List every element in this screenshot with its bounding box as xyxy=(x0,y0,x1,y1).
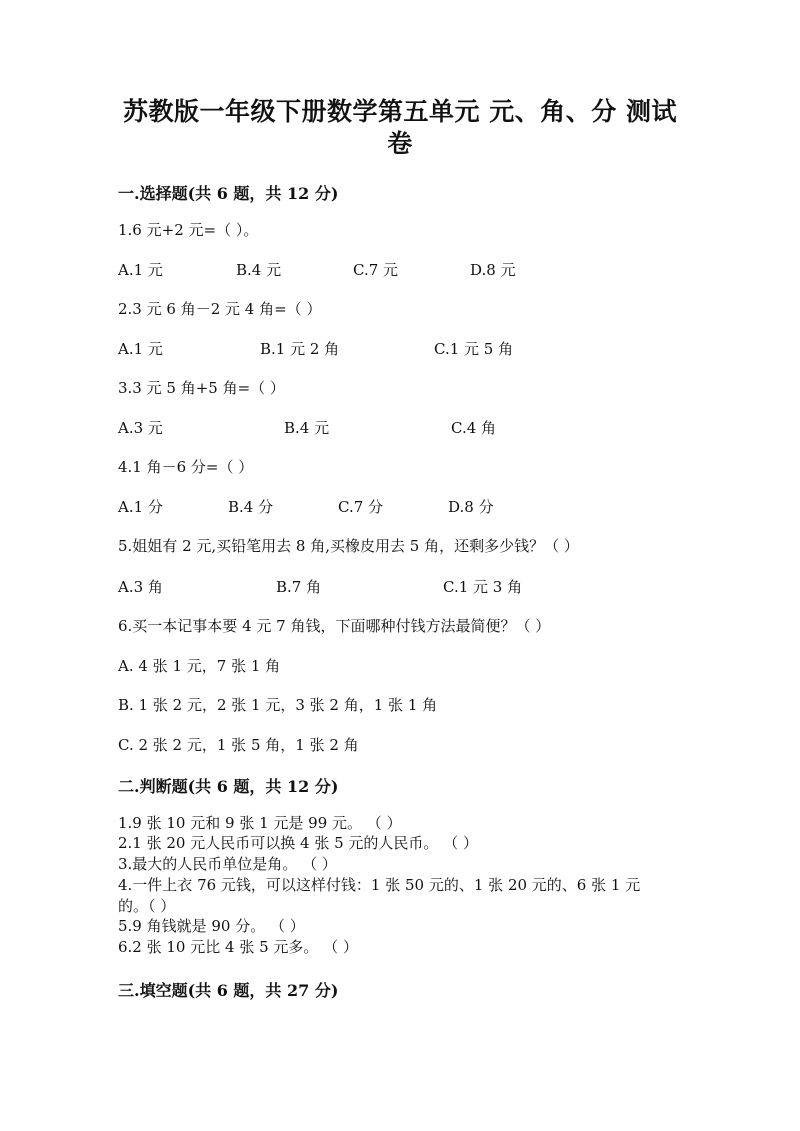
question-4-option-b: B.4 分 xyxy=(228,498,274,516)
section-heading-fill-in: 三.填空题(共 6 题，共 27 分) xyxy=(118,981,339,1000)
question-5: 5.姐姐有 2 元,买铅笔用去 8 角,买橡皮用去 5 角，还剩多少钱？（ ） xyxy=(118,537,579,555)
question-5-option-b: B.7 角 xyxy=(276,578,322,596)
question-1-option-c: C.7 元 xyxy=(353,261,399,279)
question-1: 1.6 元+2 元=（ ）。 xyxy=(118,221,259,239)
question-1-option-b: B.4 元 xyxy=(236,261,282,279)
question-2-option-b: B.1 元 2 角 xyxy=(260,340,340,358)
question-5-option-c: C.1 元 3 角 xyxy=(443,578,523,596)
section-heading-choice: 一.选择题(共 6 题，共 12 分) xyxy=(118,184,339,203)
question-4: 4.1 角－6 分=（ ） xyxy=(118,458,254,476)
page-title-line-2: 卷 xyxy=(387,129,413,158)
question-6-option-b: B. 1 张 2 元，2 张 1 元，3 张 2 角，1 张 1 角 xyxy=(118,696,438,714)
question-2-option-a: A.1 元 xyxy=(118,340,163,358)
question-6: 6.买一本记事本要 4 元 7 角钱，下面哪种付钱方法最简便？（ ） xyxy=(118,617,551,635)
question-1-option-d: D.8 元 xyxy=(470,261,516,279)
question-3-option-c: C.4 角 xyxy=(451,419,497,437)
question-3-option-a: A.3 元 xyxy=(118,419,163,437)
true-false-item-5: 5.9 角钱就是 90 分。 （ ） xyxy=(118,917,305,935)
true-false-item-3: 3.最大的人民币单位是角。 （ ） xyxy=(118,855,337,873)
question-1-option-a: A.1 元 xyxy=(118,261,163,279)
question-6-option-a: A. 4 张 1 元，7 张 1 角 xyxy=(118,657,281,675)
question-4-option-d: D.8 分 xyxy=(448,498,494,516)
question-3-option-b: B.4 元 xyxy=(284,419,330,437)
question-2-option-c: C.1 元 5 角 xyxy=(434,340,514,358)
true-false-item-6: 6.2 张 10 元比 4 张 5 元多。 （ ） xyxy=(118,938,358,956)
question-3: 3.3 元 5 角+5 角=（ ） xyxy=(118,379,285,397)
true-false-item-1: 1.9 张 10 元和 9 张 1 元是 99 元。 （ ） xyxy=(118,814,402,832)
true-false-item-4-cont: 的。（ ） xyxy=(118,897,176,915)
question-6-option-c: C. 2 张 2 元，1 张 5 角，1 张 2 角 xyxy=(118,736,359,754)
question-2: 2.3 元 6 角－2 元 4 角=（ ） xyxy=(118,300,322,318)
page-title-line-1: 苏教版一年级下册数学第五单元 元、角、分 测试 xyxy=(123,97,677,126)
true-false-item-2: 2.1 张 20 元人民币可以换 4 张 5 元的人民币。 （ ） xyxy=(118,834,478,852)
question-4-option-a: A.1 分 xyxy=(118,498,163,516)
page-title xyxy=(90,96,710,160)
question-5-option-a: A.3 角 xyxy=(118,578,163,596)
section-heading-true-false: 二.判断题(共 6 题，共 12 分) xyxy=(118,777,339,796)
question-4-option-c: C.7 分 xyxy=(338,498,384,516)
true-false-item-4: 4.一件上衣 76 元钱，可以这样付钱：1 张 50 元的、1 张 20 元的、6 张 1 元 xyxy=(118,876,641,894)
